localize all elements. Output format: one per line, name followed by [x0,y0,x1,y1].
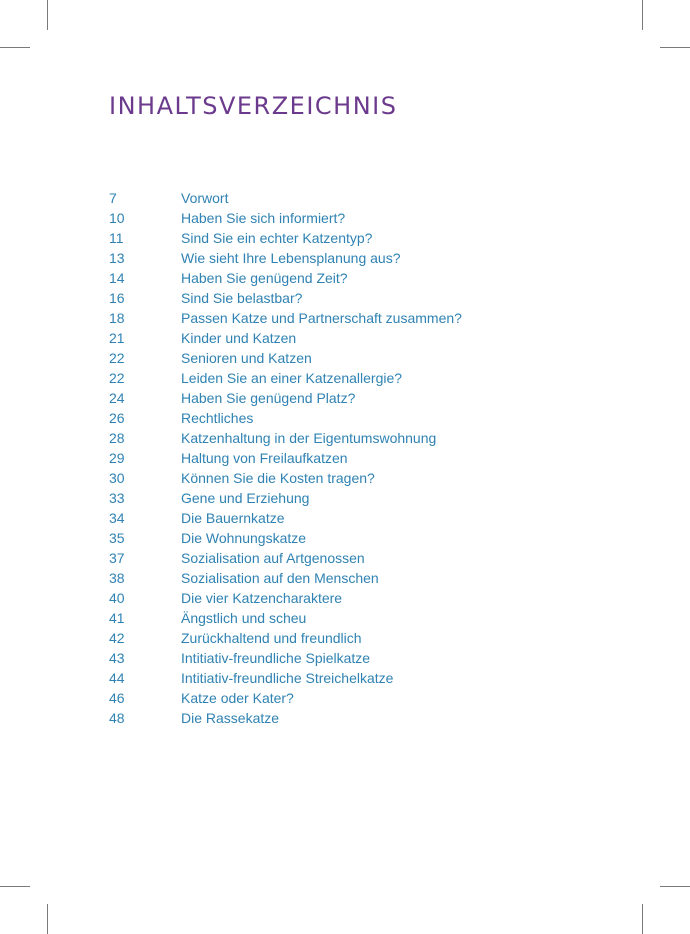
toc-entry-title: Intitiativ-freundliche Streichelkatze [181,670,394,686]
toc-entry-title: Zurückhaltend und freundlich [181,630,362,646]
toc-page-number: 46 [109,690,125,706]
toc-entry-title: Intitiativ-freundliche Spielkatze [181,650,371,666]
table-of-contents [109,188,462,728]
crop-mark-bottom-left-vertical [47,904,48,934]
toc-entry[interactable] [109,508,462,528]
toc-page-number: 42 [109,630,125,646]
toc-entry[interactable] [109,208,462,228]
toc-page-number: 11 [109,230,124,246]
toc-entry-title: Sind Sie ein echter Katzentyp? [181,230,373,246]
toc-entry[interactable] [109,688,462,708]
toc-entry-title: Können Sie die Kosten tragen? [181,470,375,486]
page-title: INHALTSVERZEICHNIS [109,92,398,120]
toc-entry[interactable] [109,448,462,468]
toc-page-number: 21 [109,330,125,346]
toc-page-number: 29 [109,450,125,466]
toc-entry[interactable] [109,288,462,308]
toc-entry[interactable] [109,548,462,568]
toc-entry[interactable] [109,228,462,248]
crop-mark-top-right-horizontal [660,47,690,48]
toc-page-number: 34 [109,510,125,526]
toc-page-number: 14 [109,270,125,286]
toc-entry[interactable] [109,628,462,648]
toc-entry-title: Kinder und Katzen [181,330,297,346]
toc-entry-title: Die Bauernkatze [181,510,285,526]
crop-mark-bottom-right-horizontal [660,886,690,887]
toc-entry[interactable] [109,608,462,628]
toc-page-number: 22 [109,350,125,366]
toc-entry-title: Haben Sie sich informiert? [181,210,346,226]
toc-entry-title: Ängstlich und scheu [181,610,307,626]
toc-entry[interactable] [109,328,462,348]
toc-entry-title: Rechtliches [181,410,254,426]
toc-entry-title: Katzenhaltung in der Eigentumswohnung [181,430,437,446]
toc-page-number: 22 [109,370,125,386]
toc-page-number: 10 [109,210,125,226]
crop-mark-bottom-left-horizontal [0,886,30,887]
toc-entry[interactable] [109,708,462,728]
toc-entry[interactable] [109,188,462,208]
toc-page-number: 48 [109,710,125,726]
toc-entry-title: Die Rassekatze [181,710,280,726]
toc-page-number: 26 [109,410,125,426]
toc-page-number: 44 [109,670,125,686]
toc-page-number: 7 [109,190,117,206]
toc-entry[interactable] [109,648,462,668]
crop-mark-bottom-right-vertical [642,904,643,934]
toc-entry-title: Sind Sie belastbar? [181,290,303,306]
toc-entry[interactable] [109,428,462,448]
toc-page-number: 24 [109,390,125,406]
toc-page-number: 13 [109,250,125,266]
toc-page-number: 30 [109,470,125,486]
toc-entry-title: Passen Katze und Partnerschaft zusammen? [181,310,462,326]
toc-page-number: 40 [109,590,125,606]
toc-entry-title: Katze oder Kater? [181,690,294,706]
toc-entry[interactable] [109,268,462,288]
toc-page-number: 35 [109,530,125,546]
toc-page-number: 43 [109,650,125,666]
toc-entry-title: Sozialisation auf Artgenossen [181,550,365,566]
toc-entry-title: Gene und Erziehung [181,490,310,506]
toc-page-number: 37 [109,550,125,566]
toc-entry-title: Senioren und Katzen [181,350,312,366]
toc-page-number: 41 [109,610,125,626]
toc-entry[interactable] [109,468,462,488]
toc-entry[interactable] [109,528,462,548]
toc-entry-title: Leiden Sie an einer Katzenallergie? [181,370,403,386]
toc-entry-title: Vorwort [181,190,229,206]
toc-page-number: 28 [109,430,125,446]
toc-entry-title: Haben Sie genügend Platz? [181,390,356,406]
toc-entry[interactable] [109,388,462,408]
toc-entry[interactable] [109,308,462,328]
toc-entry-title: Sozialisation auf den Menschen [181,570,379,586]
toc-entry[interactable] [109,588,462,608]
toc-entry[interactable] [109,248,462,268]
toc-entry[interactable] [109,368,462,388]
toc-entry-title: Haben Sie genügend Zeit? [181,270,348,286]
toc-entry[interactable] [109,668,462,688]
toc-entry-title: Die vier Katzencharaktere [181,590,343,606]
crop-mark-top-left-horizontal [0,47,30,48]
toc-entry-title: Wie sieht Ihre Lebensplanung aus? [181,250,401,266]
toc-entry[interactable] [109,348,462,368]
toc-entry[interactable] [109,568,462,588]
crop-mark-top-right-vertical [642,0,643,30]
crop-mark-top-left-vertical [47,0,48,30]
toc-entry-title: Haltung von Freilaufkatzen [181,450,348,466]
toc-entry-title: Die Wohnungskatze [181,530,307,546]
toc-page-number: 38 [109,570,125,586]
toc-page-number: 16 [109,290,125,306]
toc-entry[interactable] [109,408,462,428]
toc-page-number: 33 [109,490,125,506]
toc-page-number: 18 [109,310,125,326]
toc-entry[interactable] [109,488,462,508]
